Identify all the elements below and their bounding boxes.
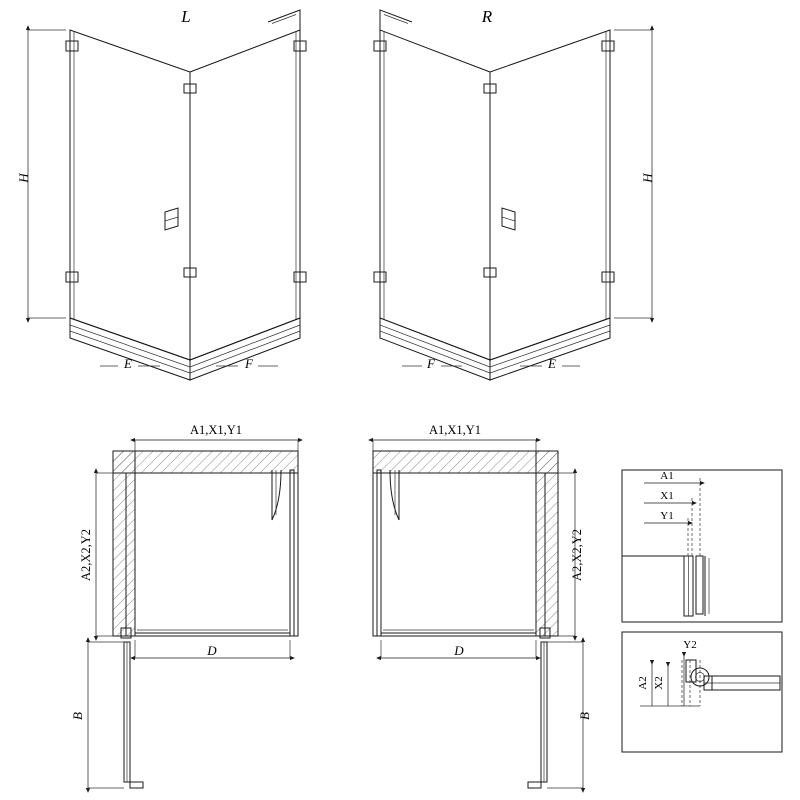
iso-right-side-front-label: F	[427, 356, 435, 371]
plan-left-swing-dim-label: B	[70, 712, 85, 720]
iso-left-side-back-label: F	[245, 356, 253, 371]
plan-left-top-dim-label: A1,X1,Y1	[189, 423, 243, 437]
iso-view-left	[16, 7, 306, 380]
detail-bottom-dim-x2: X2	[653, 676, 665, 690]
iso-view-right	[374, 7, 655, 380]
detail-bottom-dim-y2: Y2	[683, 639, 697, 651]
plan-left-side-dim-label: A2,X2,Y2	[79, 528, 93, 582]
detail-top-dim-x1: X1	[660, 490, 674, 502]
iso-left-side-front-label: E	[124, 356, 132, 371]
plan-right-swing-dim-label: B	[577, 712, 592, 720]
detail-top-dim-a1: A1	[660, 470, 674, 482]
detail-top-right	[622, 470, 782, 622]
detail-bottom-right	[622, 632, 782, 752]
iso-right-title: R	[481, 7, 493, 26]
iso-left-height-label: H	[16, 173, 31, 183]
iso-right-side-back-label: E	[548, 356, 556, 371]
plan-view-left	[70, 423, 298, 788]
plan-right-top-dim-label: A1,X1,Y1	[428, 423, 482, 437]
iso-left-title: L	[181, 7, 191, 26]
iso-right-height-label: H	[640, 173, 655, 183]
plan-view-right	[373, 423, 592, 788]
detail-bottom-dim-a2: A2	[637, 676, 649, 690]
plan-right-inner-dim-label: D	[454, 643, 464, 658]
plan-right-side-dim-label: A2,X2,Y2	[570, 528, 584, 582]
detail-top-dim-y1: Y1	[660, 510, 674, 522]
plan-left-inner-dim-label: D	[207, 643, 217, 658]
